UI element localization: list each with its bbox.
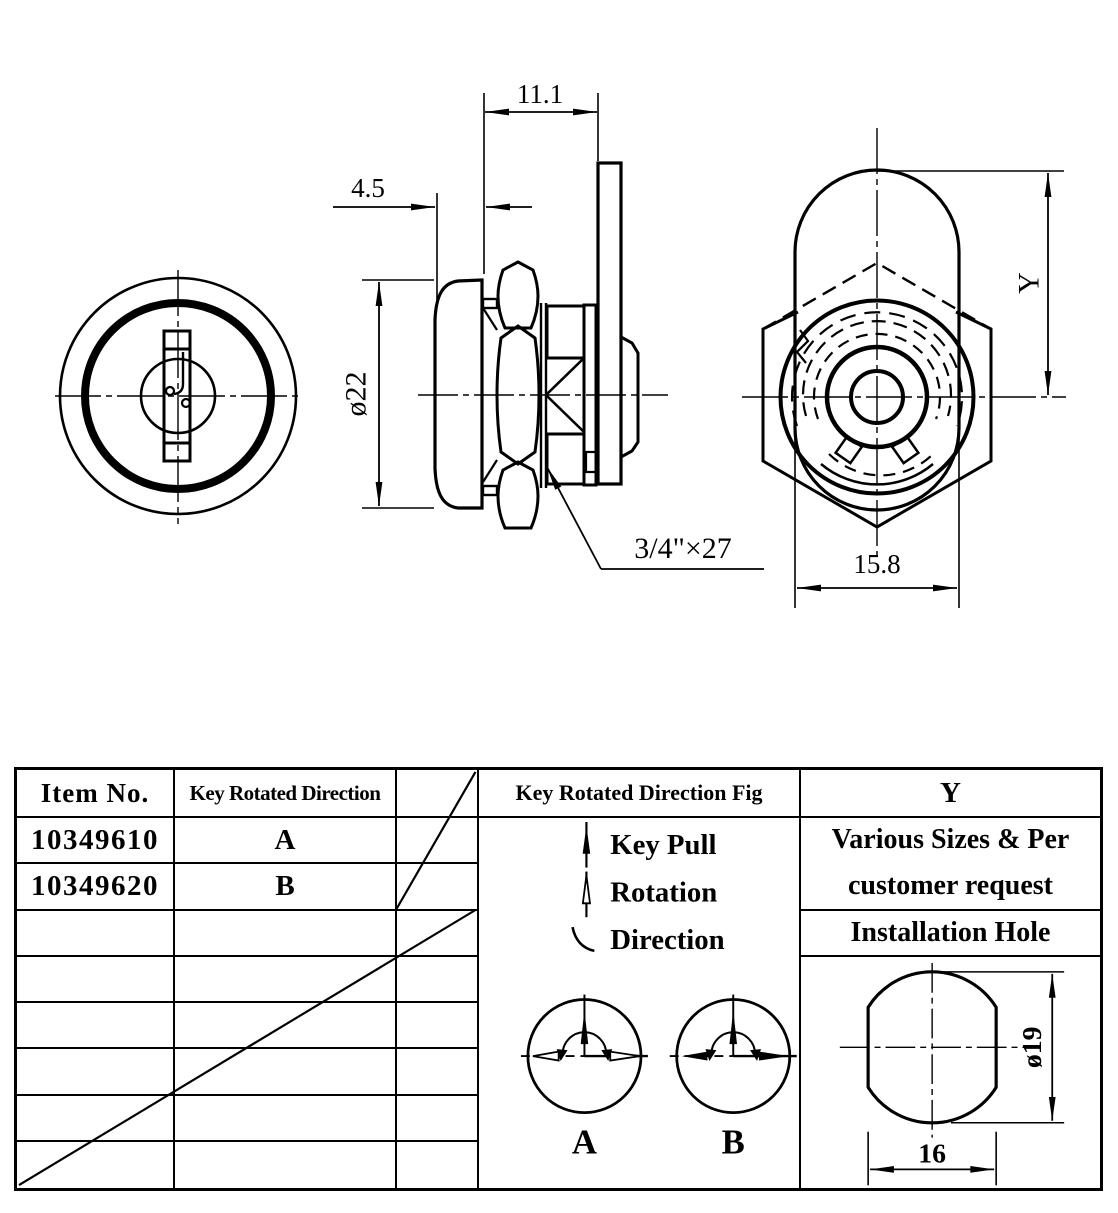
table-row-direction — [175, 1049, 397, 1095]
dim-11-1: 11.1 — [516, 79, 564, 109]
dim-4-5: 4.5 — [351, 173, 385, 203]
blank-cell — [397, 957, 479, 1003]
table-row-direction — [175, 1003, 397, 1049]
cam-tip — [621, 337, 638, 457]
table-row-direction — [175, 1096, 397, 1142]
installation-hole-cell — [801, 957, 1100, 1188]
table-row-item — [17, 911, 175, 957]
direction-diagram-a — [521, 995, 648, 1113]
dim-y: Y — [1012, 272, 1046, 294]
table-row-item: 10349610 — [17, 818, 175, 864]
table-row-item — [17, 1096, 175, 1142]
table-row-item — [17, 1003, 175, 1049]
key-direction-figure-cell — [479, 818, 801, 1188]
installation-hole-label: Installation Hole — [801, 911, 1100, 957]
hole-width-label: 16 — [918, 1138, 947, 1170]
blank-cell — [397, 1142, 479, 1188]
header-item-no: Item No. — [17, 770, 175, 818]
table-row-item: 10349620 — [17, 864, 175, 910]
blank-cell — [397, 1003, 479, 1049]
blank-cell — [397, 1096, 479, 1142]
hole-dia-label: ø19 — [1016, 1026, 1048, 1068]
key-pull-icon — [583, 822, 591, 868]
thread-block-top — [547, 306, 584, 358]
table-row-direction — [175, 957, 397, 1003]
dim-thread: 3/4"×27 — [634, 532, 732, 565]
rear-view — [742, 128, 1066, 560]
legend-rotation-label: Rotation — [610, 876, 718, 909]
direction-icon — [573, 927, 595, 951]
y-description-line1: Various Sizes & Per — [831, 824, 1070, 856]
header-key-direction: Key Rotated Direction — [175, 770, 397, 818]
diagram-b-label: B — [721, 1122, 745, 1162]
header-y: Y — [801, 770, 1100, 818]
installation-hole-figure — [801, 957, 1100, 1188]
table-row-direction: B — [175, 864, 397, 910]
diagram-a-label: A — [571, 1122, 597, 1162]
legend-key-pull-label: Key Pull — [610, 828, 717, 861]
rotation-icon — [583, 872, 590, 918]
header-fig: Key Rotated Direction Fig — [479, 770, 801, 818]
y-description-cell — [801, 818, 1100, 911]
table-row-direction — [175, 1142, 397, 1188]
header-blank — [397, 770, 479, 818]
legend — [573, 822, 595, 951]
side-view — [418, 163, 668, 528]
dim-dia22: ø22 — [339, 371, 373, 417]
cam-plate — [598, 163, 621, 484]
direction-diagram-b — [670, 995, 797, 1113]
table-row-item — [17, 1142, 175, 1188]
blank-cell — [397, 864, 479, 910]
key-direction-figure — [479, 818, 799, 1188]
y-description-line2: customer request — [847, 870, 1054, 902]
thread-runout — [797, 330, 808, 363]
front-view — [55, 270, 302, 524]
spec-table — [14, 767, 1103, 1191]
table-row-item — [17, 957, 175, 1003]
rear-dimensions — [795, 171, 1064, 608]
blank-cell — [397, 1049, 479, 1095]
bezel-profile — [435, 280, 482, 508]
blank-cell — [397, 818, 479, 864]
blank-cell — [397, 911, 479, 957]
legend-direction-label: Direction — [610, 924, 725, 957]
table-row-direction — [175, 911, 397, 957]
table-row-direction: A — [175, 818, 397, 864]
table-row-item — [17, 1049, 175, 1095]
dim-15-8: 15.8 — [853, 549, 901, 579]
